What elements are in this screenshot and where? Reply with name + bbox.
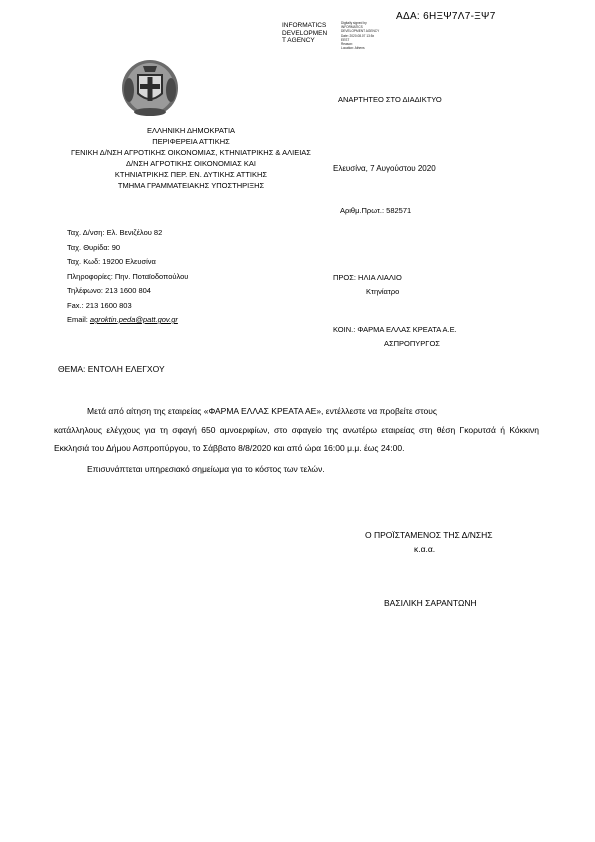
signature-detail-line: Reason: — [341, 42, 353, 47]
posted-online-notice: ΑΝΑΡΤΗΤΕΟ ΣΤΟ ΔΙΑΔΙΚΤΥΟ — [338, 95, 442, 104]
header-line: ΠΕΡΙΦΕΡΕΙΑ ΑΤΤΙΚΗΣ — [152, 137, 230, 146]
header-line: ΕΛΛΗΝΙΚΗ ΔΗΜΟΚΡΑΤΙΑ — [146, 126, 236, 135]
header-line: ΓΕΝΙΚΗ Δ/ΝΣΗ ΑΓΡΟΤΙΚΗΣ ΟΙΚΟΝΟΜΙΑΣ, ΚΤΗΝΙΑΤΡΙΚΗΣ & ΑΛΙΕΙΑΣ — [71, 148, 311, 157]
cc-location: ΑΣΠΡΟΠΥΡΓΟΣ — [384, 338, 440, 348]
contact-postcode: Ταχ. Κωδ: 19200 Ελευσίνα — [67, 257, 156, 266]
letter-body — [54, 402, 539, 478]
carbon-copy — [333, 323, 457, 350]
contact-email-row — [67, 313, 188, 328]
contact-fax: Fax.: 213 1600 803 — [67, 300, 132, 310]
contact-info: Πληροφορίες: Πην. Ποταϊοδοπούλου — [67, 271, 189, 281]
signature-detail-line: EEST — [341, 37, 350, 42]
email-link[interactable]: agroktin.peda@patt.gov.gr — [89, 315, 178, 324]
subject-line: ΘΕΜΑ: ΕΝΤΟΛΗ ΕΛΕΓΧΟΥ — [58, 364, 165, 374]
cc-line: ΚΟΙΝ.: ΦΑΡΜΑ ΕΛΛΑΣ ΚΡΕΑΤΑ Α.Ε. — [333, 325, 457, 334]
recipient-role: Κτηνίατρο — [366, 287, 400, 296]
body-paragraph-continued: κατάλληλους ελέγχους για τη σφαγή 650 αμνοεριφίων, στο σφαγείο της ανωτέρω εταιρείας στη θέση Γκορυτσά ή Κόκκινη Εκκλησιά του Δήμου Ασπροπύργου, το Σάββατο 8/8/2020 και από ώρα 16:00 μ.μ. έως 24:00. — [54, 424, 539, 453]
contact-box: Ταχ. Θυρίδα: 90 — [67, 242, 121, 252]
header-line: ΚΤΗΝΙΑΤΡΙΚΗΣ ΠΕΡ. ΕΝ. ΔΥΤΙΚΗΣ ΑΤΤΙΚΗΣ — [114, 170, 268, 179]
issuing-authority — [60, 125, 322, 191]
header-line: ΤΜΗΜΑ ΓΡΑΜΜΑΤΕΙΑΚΗΣ ΥΠΟΣΤΗΡΙΞΗΣ — [117, 181, 265, 190]
agency-stamp-line: INFORMATICS — [282, 22, 327, 29]
signature-detail-line: INFORMATICS — [341, 25, 363, 30]
contact-phone: Τηλέφωνο: 213 1600 804 — [67, 286, 151, 295]
digital-signature-details — [341, 21, 379, 50]
header-line: Δ/ΝΣΗ ΑΓΡΟΤΙΚΗΣ ΟΙΚΟΝΟΜΙΑΣ ΚΑΙ — [126, 159, 256, 168]
signatory-name: ΒΑΣΙΛΙΚΗ ΣΑΡΑΝΤΩΝΗ — [384, 598, 477, 608]
signatory-acting: κ.α.α. — [414, 544, 436, 554]
body-paragraph-first-line: Μετά από αίτηση της εταιρείας «ΦΑΡΜΑ ΕΛΛΑΣ ΚΡΕΑΤΑ ΑΕ», εντέλλεστε να προβείτε στους — [87, 406, 437, 416]
ada-code: ΑΔΑ: 6ΗΞΨ7Λ7-ΞΨ7 — [396, 11, 496, 22]
recipient-line: ΠΡΟΣ: ΗΛΙΑ ΛΙΑΛΙΟ — [333, 273, 402, 282]
protocol-number: Αριθμ.Πρωτ.: 582571 — [340, 206, 412, 215]
coat-of-arms-icon — [119, 56, 181, 118]
signature-detail-line: Date: 2020.08.07 13:5x — [341, 33, 375, 38]
agency-stamp — [282, 22, 327, 45]
signature-detail-line: Location: Athens — [341, 46, 365, 51]
document-date: Ελευσίνα, 7 Αυγούστου 2020 — [333, 164, 436, 173]
contact-address: Ταχ. Δ/νση: Ελ. Βενιζέλου 82 — [67, 228, 163, 237]
contact-details — [67, 226, 188, 328]
signature-detail-line: Digitally signed by — [341, 21, 367, 25]
signatory-title: Ο ΠΡΟΪΣΤΑΜΕΝΟΣ ΤΗΣ Δ/ΝΣΗΣ — [365, 530, 493, 540]
recipient — [333, 271, 402, 299]
body-paragraph-attachment: Επισυνάπτεται υπηρεσιακό σημείωμα για το κόστος των τελών. — [87, 463, 325, 474]
email-label: Email: — [67, 315, 90, 324]
signature-detail-line: DEVELOPMENT AGENCY — [341, 29, 380, 34]
agency-stamp-line: T AGENCY — [282, 37, 315, 44]
agency-stamp-line: DEVELOPMEN — [282, 29, 328, 37]
